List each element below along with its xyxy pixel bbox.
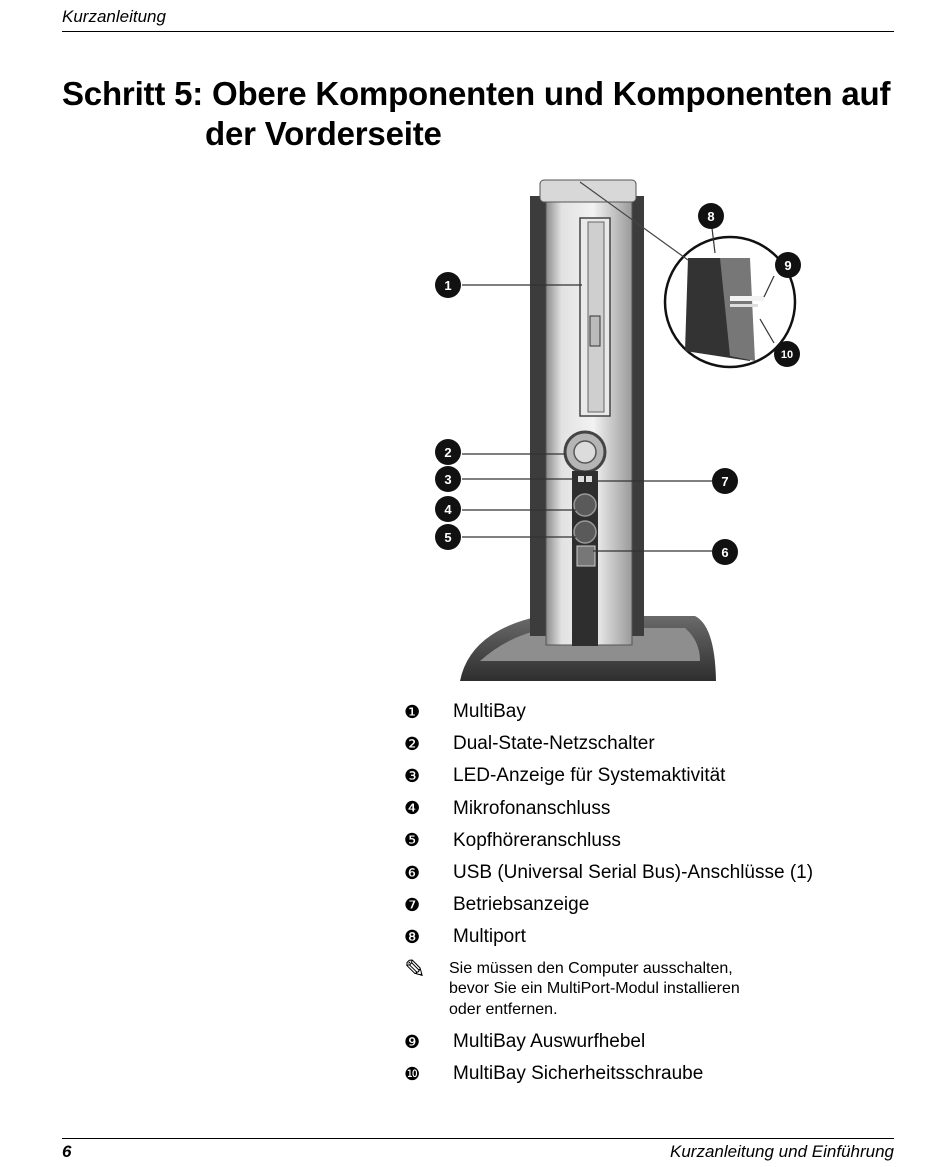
callout-label: 1 xyxy=(444,278,452,293)
callout-label: 6 xyxy=(721,545,729,560)
header-rule xyxy=(62,31,894,32)
callout-badge xyxy=(435,496,461,522)
legend-number: ❶ xyxy=(404,701,421,722)
component-legend xyxy=(404,696,904,1090)
legend-number: ❻ xyxy=(404,862,421,883)
callout-badge xyxy=(774,341,800,367)
legend-item xyxy=(404,728,904,760)
legend-number: ❺ xyxy=(404,830,421,851)
legend-label: Multiport xyxy=(453,926,526,948)
header-label: Kurzanleitung xyxy=(62,7,166,26)
legend-item xyxy=(404,1026,904,1058)
legend-number: ❼ xyxy=(404,894,421,915)
note-line: bevor Sie ein MultiPort-Modul installieren xyxy=(449,980,740,997)
legend-item xyxy=(404,696,904,728)
callout-label: 4 xyxy=(444,502,452,517)
callout-badge xyxy=(712,539,738,565)
callout-label: 7 xyxy=(721,474,729,489)
callout-label: 9 xyxy=(784,258,792,273)
callout-badge xyxy=(712,468,738,494)
legend-label: MultiBay xyxy=(453,701,526,723)
legend-label: MultiBay Auswurfhebel xyxy=(453,1031,646,1053)
tower-drawing xyxy=(460,180,795,681)
legend-label: LED-Anzeige für Systemaktivität xyxy=(453,765,726,787)
callout-badge xyxy=(775,252,801,278)
callout-badge xyxy=(435,524,461,550)
note-text xyxy=(449,958,740,1021)
legend-item xyxy=(404,793,904,825)
callout-badge xyxy=(435,439,461,465)
legend-item xyxy=(404,760,904,792)
computer-front-figure xyxy=(430,176,830,691)
legend-label: Mikrofonanschluss xyxy=(453,797,611,819)
legend-number: ❸ xyxy=(404,765,421,786)
legend-item xyxy=(404,1058,904,1090)
legend-number: ❽ xyxy=(404,926,421,947)
callout-label: 10 xyxy=(780,349,794,361)
legend-label: Betriebsanzeige xyxy=(453,894,590,916)
callout-label: 8 xyxy=(707,209,715,224)
legend-item xyxy=(404,889,904,921)
legend-number: ❿ xyxy=(404,1063,421,1084)
title-line-1: Schritt 5: Obere Komponenten und Komponenten auf xyxy=(62,75,891,112)
legend-label: Dual-State-Netzschalter xyxy=(453,733,655,755)
note-line: Sie müssen den Computer ausschalten, xyxy=(449,959,733,977)
page-title xyxy=(62,74,892,154)
footer-title: Kurzanleitung und Einführung xyxy=(670,1142,894,1161)
multiport-note xyxy=(404,953,904,1021)
legend-number: ❹ xyxy=(404,798,421,819)
legend-label: MultiBay Sicherheitsschraube xyxy=(453,1063,704,1085)
callout-badge xyxy=(698,203,724,229)
callout-badge xyxy=(435,466,461,492)
legend-item xyxy=(404,857,904,889)
title-line-2: der Vorderseite xyxy=(205,115,442,152)
legend-label: USB (Universal Serial Bus)-Anschlüsse (1) xyxy=(453,862,814,884)
callout-label: 5 xyxy=(444,530,452,545)
legend-number: ❾ xyxy=(404,1031,421,1052)
page-number: 6 xyxy=(62,1142,72,1161)
pencil-note-icon: ✎ xyxy=(404,953,426,984)
legend-item xyxy=(404,921,904,953)
callout-badge xyxy=(435,272,461,298)
legend-number: ❷ xyxy=(404,733,421,754)
legend-item xyxy=(404,825,904,857)
callout-label: 2 xyxy=(444,445,452,460)
note-line: oder entfernen. xyxy=(449,1000,558,1018)
callout-label: 3 xyxy=(444,472,452,487)
footer-rule xyxy=(62,1138,894,1139)
legend-label: Kopfhöreranschluss xyxy=(453,829,621,851)
